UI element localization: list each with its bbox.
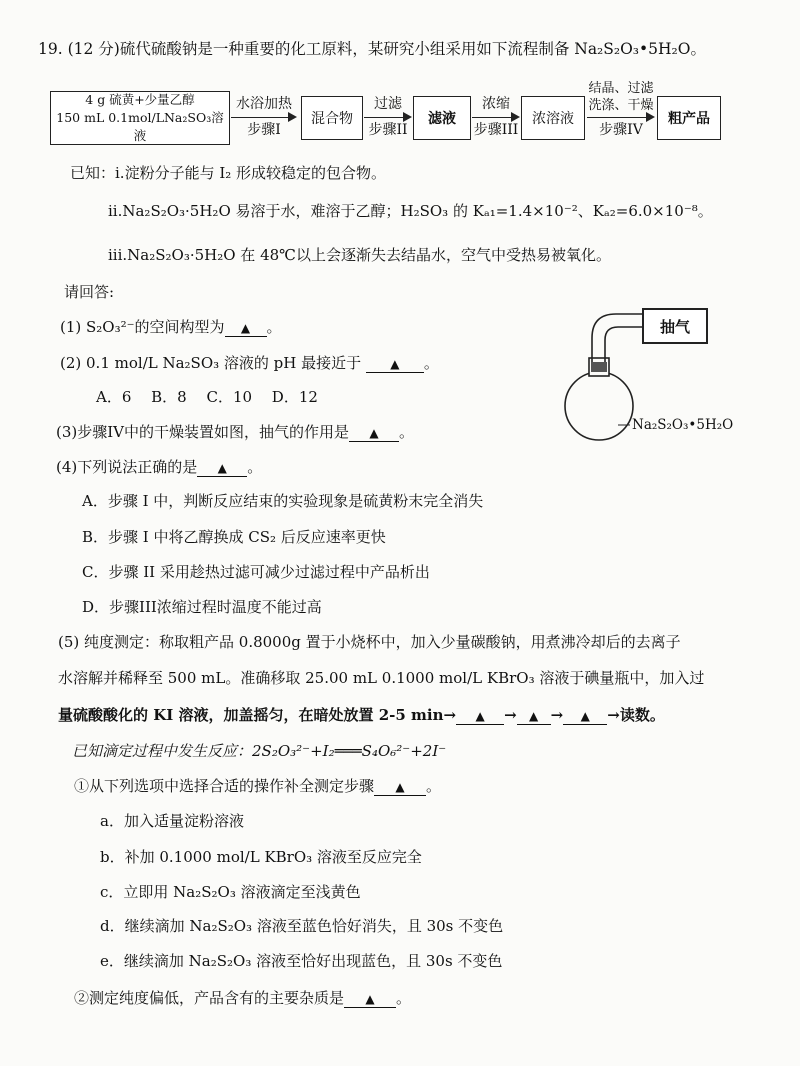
part-5-line1: (5) 纯度测定：称取粗产品 0.8000g 置于小烧杯中，加入少量碳酸钠，用煮沸冷却后的去离子 <box>58 633 681 651</box>
part-5-reaction: 已知滴定过程中发生反应：2S₂O₃²⁻+I₂═══S₄O₆²⁻+2I⁻ <box>72 742 447 760</box>
part-5-line3 <box>58 704 665 726</box>
flow-arrow1-bottom: 步骤I <box>247 122 281 138</box>
part-5-option-d: d．继续滴加 Na₂S₂O₃ 溶液至蓝色恰好消失，且 30s 不变色 <box>100 917 504 935</box>
flow-arrow2-top: 过滤 <box>374 96 402 112</box>
pump-label: 抽气 <box>642 308 708 344</box>
part-1-text: (1) S₂O₃²⁻的空间构型为 <box>60 318 225 336</box>
part-2-period: 。 <box>423 354 439 372</box>
stopper <box>591 362 607 372</box>
tube-outer <box>592 314 642 362</box>
flask-label: Na₂S₂O₃•5H₂O <box>632 417 734 433</box>
known-i: 已知：i.淀粉分子能与 I₂ 形成较稳定的包合物。 <box>70 164 387 182</box>
part-1-period: 。 <box>266 318 282 336</box>
part-5-q1-blank[interactable]: ▲ <box>374 779 426 796</box>
part-2-text: (2) 0.1 mol/L Na₂SO₃ 溶液的 pH 最接近于 <box>60 354 362 372</box>
part-5-q1-period: 。 <box>426 777 442 795</box>
flow-arrow4 <box>587 117 653 118</box>
part-4-text: (4)下列说法正确的是 <box>56 458 198 476</box>
flow-arrow3-bottom: 步骤III <box>473 122 519 138</box>
part-4-blank[interactable]: ▲ <box>197 460 247 477</box>
flow-arrow4-top2: 洗涤、干燥 <box>588 98 654 113</box>
part-4-option-b: B．步骤 I 中将乙醇换成 CS₂ 后反应速率更快 <box>82 528 386 546</box>
part-1-blank[interactable]: ▲ <box>225 320 267 337</box>
flow-arrow1-top: 水浴加热 <box>236 96 292 112</box>
part-5-q1 <box>74 775 441 797</box>
flow-box-concentrate: 浓溶液 <box>521 96 585 140</box>
part-5-step-blank-2[interactable]: ▲ <box>517 708 551 725</box>
round-bottom-flask <box>565 372 633 440</box>
part-4-option-d: D．步骤III浓缩过程时温度不能过高 <box>82 598 322 616</box>
part-2-options: A．6 B．8 C．10 D．12 <box>96 388 318 406</box>
part-5-arrow-1: → <box>504 706 517 724</box>
flow-arrow1 <box>231 117 295 118</box>
flow-arrow3-top: 浓缩 <box>482 96 510 112</box>
part-2 <box>60 352 439 374</box>
flow-arrow2-bottom: 步骤II <box>368 122 408 138</box>
part-5-q2-blank[interactable]: ▲ <box>344 991 396 1008</box>
part-5-option-b: b．补加 0.1000 mol/L KBrO₃ 溶液至反应完全 <box>100 848 422 866</box>
part-5-line2: 水溶解并稀释至 500 mL。准确移取 25.00 mL 0.1000 mol/L KBrO₃ 溶液于碘量瓶中，加入过 <box>58 669 705 687</box>
part-3-text: (3)步骤IV中的干燥装置如图，抽气的作用是 <box>56 423 350 441</box>
part-5-q2-text: ②测定纯度偏低，产品含有的主要杂质是 <box>74 989 345 1007</box>
flow-box-filtrate: 滤液 <box>413 96 471 140</box>
flow-box-reactants-line2: 150 mL 0.1mol/LNa₂SO₃溶液 <box>56 110 224 143</box>
flow-arrow3 <box>472 117 518 118</box>
part-5-option-a: a．加入适量淀粉溶液 <box>100 812 244 830</box>
flow-arrow2 <box>364 117 410 118</box>
part-5-q2-period: 。 <box>396 989 412 1007</box>
tube-inner <box>605 327 642 362</box>
flow-box-reactants-line1: 4 g 硫黄+少量乙醇 <box>85 92 195 107</box>
part-1 <box>60 316 282 338</box>
part-5-arrow-2: → <box>550 706 564 724</box>
part-3-period: 。 <box>399 423 415 441</box>
part-3-blank[interactable]: ▲ <box>349 425 399 442</box>
part-4-option-a: A．步骤 I 中，判断反应结束的实验现象是硫黄粉末完全消失 <box>82 492 484 510</box>
part-5-step-blank-3[interactable]: ▲ <box>563 708 607 725</box>
part-3 <box>56 421 414 443</box>
part-4-option-c: C．步骤 II 采用趁热过滤可减少过滤过程中产品析出 <box>82 563 430 581</box>
part-4 <box>56 456 262 478</box>
part-5-q2 <box>74 987 411 1009</box>
known-iii: iii.Na₂S₂O₃·5H₂O 在 48℃以上会逐渐失去结晶水，空气中受热易被氧化。 <box>108 246 611 264</box>
flow-box-mixture: 混合物 <box>301 96 363 140</box>
part-5-line3-text: 量硫酸酸化的 KI 溶液，加盖摇匀，在暗处放置 2-5 min→ <box>58 706 457 724</box>
part-5-option-c: c．立即用 Na₂S₂O₃ 溶液滴定至浅黄色 <box>100 883 361 901</box>
part-5-option-e: e．继续滴加 Na₂S₂O₃ 溶液至恰好出现蓝色，且 30s 不变色 <box>100 952 503 970</box>
flow-arrow4-top1: 结晶、过滤 <box>588 81 654 96</box>
answer-prompt: 请回答: <box>64 283 115 301</box>
flow-arrow4-bottom: 步骤IV <box>599 122 643 138</box>
flow-box-reactants <box>50 91 230 145</box>
part-4-period: 。 <box>247 458 263 476</box>
part-5-q1-text: ①从下列选项中选择合适的操作补全测定步骤 <box>74 777 375 795</box>
known-ii: ii.Na₂S₂O₃·5H₂O 易溶于水，难溶于乙醇；H₂SO₃ 的 Kₐ₁=1.4×10⁻²、Kₐ₂=6.0×10⁻⁸。 <box>108 202 713 220</box>
part-5-step-blank-1[interactable]: ▲ <box>456 708 504 725</box>
question-header: 19. (12 分)硫代硫酸钠是一种重要的化工原料，某研究小组采用如下流程制备 Na₂S₂O₃•5H₂O。 <box>38 40 706 58</box>
part-5-end: →读数。 <box>607 706 665 724</box>
part-2-blank[interactable]: ▲ <box>366 356 424 373</box>
flow-box-crude-product: 粗产品 <box>657 96 721 140</box>
